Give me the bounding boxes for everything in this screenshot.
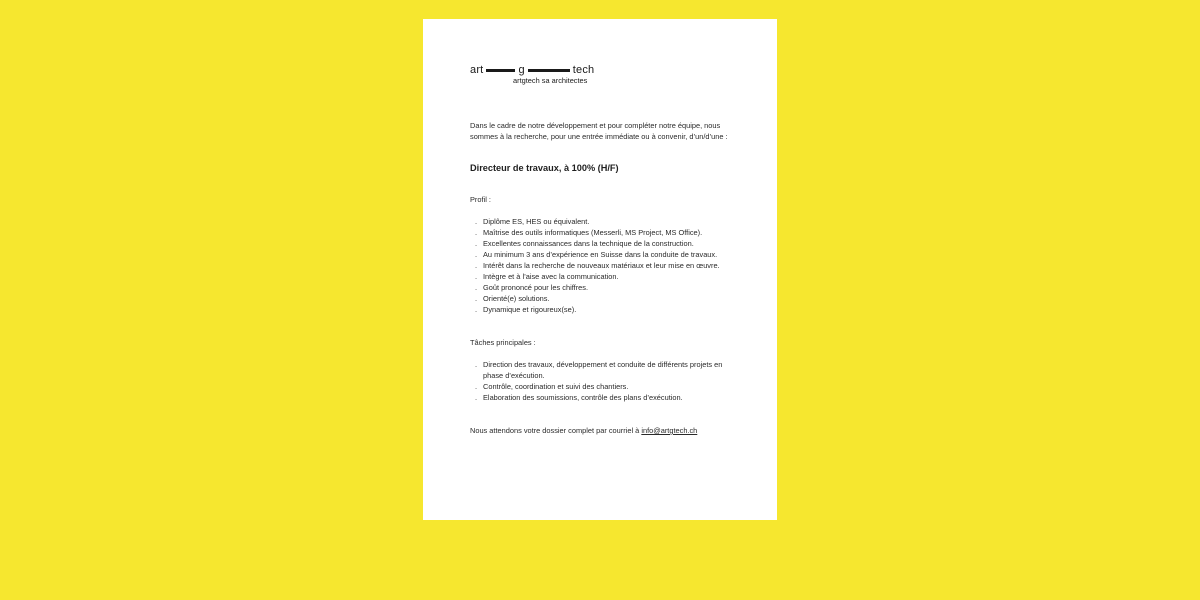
list-item — [470, 227, 740, 238]
list-item — [470, 392, 740, 403]
list-item — [470, 271, 740, 282]
tasks-list — [470, 359, 740, 403]
bullet-marker: . — [475, 283, 478, 292]
bullet-marker: . — [475, 360, 478, 369]
logo-bar-right — [528, 69, 570, 72]
list-item-text: Goût prononcé pour les chiffres. — [483, 283, 589, 292]
job-posting-content — [470, 64, 740, 436]
bullet-marker: . — [475, 382, 478, 391]
logo-bar-left — [486, 69, 515, 72]
tasks-label: Tâches principales : — [470, 338, 536, 347]
logo-subtitle: artgtech sa architectes — [513, 76, 588, 85]
bullet-marker: . — [475, 294, 478, 303]
list-item-text: Dynamique et rigoureux(se). — [483, 305, 577, 314]
list-item-text: Elaboration des soumissions, contrôle des plans d’exécution. — [483, 393, 683, 402]
job-title: Directeur de travaux, à 100% (H/F) — [470, 163, 619, 173]
bullet-marker: . — [475, 393, 478, 402]
logo-wordmark — [470, 64, 740, 76]
company-logo — [470, 64, 740, 88]
bullet-marker: . — [475, 239, 478, 248]
logo-text-g: g — [518, 64, 525, 76]
list-item-text: Contrôle, coordination et suivi des chantiers. — [483, 382, 629, 391]
logo-text-art: art — [470, 64, 484, 76]
bullet-marker: . — [475, 250, 478, 259]
list-item-text: Orienté(e) solutions. — [483, 294, 550, 303]
bullet-marker: . — [475, 272, 478, 281]
list-item — [470, 260, 740, 271]
list-item-text: Intègre et à l’aise avec la communication. — [483, 272, 619, 281]
job-posting-page — [423, 19, 777, 520]
closing-text: Nous attendons votre dossier complet par courriel à — [470, 426, 640, 435]
email-link[interactable]: info@artgtech.ch — [641, 426, 698, 435]
list-item — [470, 249, 740, 260]
bullet-marker: . — [475, 228, 478, 237]
closing-paragraph — [470, 425, 740, 436]
list-item — [470, 381, 740, 392]
list-item-text: Diplôme ES, HES ou équivalent. — [483, 217, 590, 226]
list-item — [470, 282, 740, 293]
bullet-marker: . — [475, 217, 478, 226]
list-item-text: Excellentes connaissances dans la technique de la construction. — [483, 239, 694, 248]
profile-label: Profil : — [470, 195, 491, 204]
list-item-text: Intérêt dans la recherche de nouveaux matériaux et leur mise en œuvre. — [483, 261, 720, 270]
list-item-text: Au minimum 3 ans d’expérience en Suisse dans la conduite de travaux. — [483, 250, 718, 259]
logo-text-tech: tech — [572, 64, 595, 76]
bullet-marker: . — [475, 261, 478, 270]
intro-paragraph: Dans le cadre de notre développement et pour compléter notre équipe, nous sommes à la recherche, pour une entrée immédiate ou à convenir, d’un/d’une : — [470, 121, 728, 141]
profile-list — [470, 216, 740, 315]
list-item — [470, 238, 740, 249]
list-item-text: Direction des travaux, développement et conduite de différents projets en phase d’exécution. — [483, 360, 723, 380]
list-item — [470, 304, 740, 315]
list-item-text: Maîtrise des outils informatiques (Messerli, MS Project, MS Office). — [483, 228, 703, 237]
list-item — [470, 216, 740, 227]
bullet-marker: . — [475, 305, 478, 314]
list-item — [470, 359, 740, 381]
list-item — [470, 293, 740, 304]
